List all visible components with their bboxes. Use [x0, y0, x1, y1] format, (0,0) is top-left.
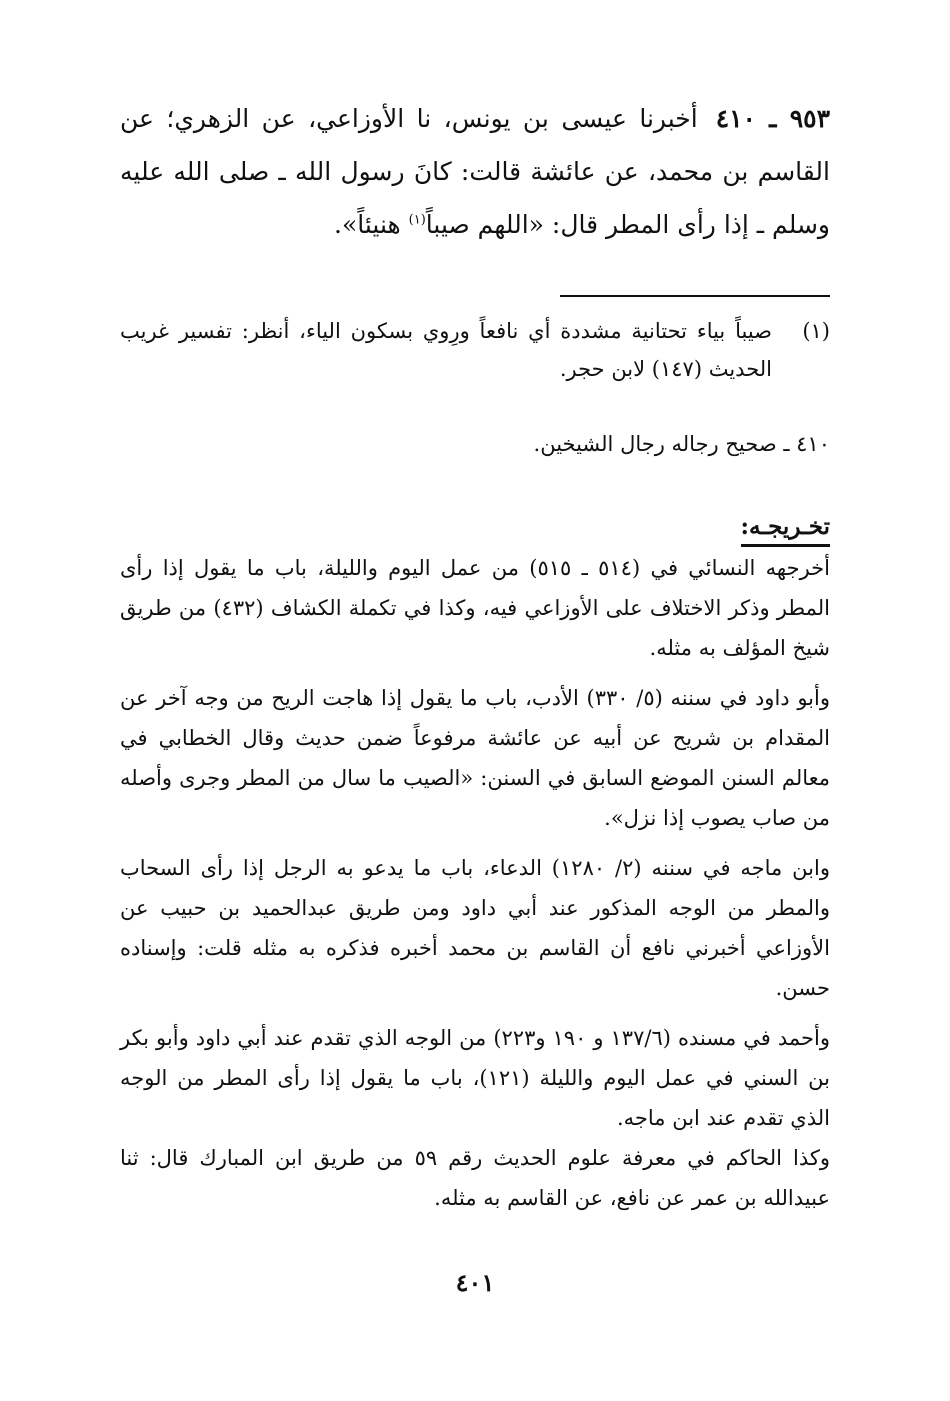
- takhrij-paragraph: وابن ماجه في سننه (٢/ ١٢٨٠) الدعاء، باب ما يدعو به الرجل إذا رأى السحاب والمطر من الوجه المذكور عند أبي داود ومن طريق عبدالحميد بن حبيب عن الأوزاعي أخبرني نافع أن القاسم بن محمد أخبره فذكره به مثله قلت: وإسناده حسن.: [120, 856, 830, 1000]
- hadith-number: ٩٥٣ ـ ٤١٠: [715, 104, 831, 133]
- hadith-body-start: أخبرنا عيسى بن يونس، نا الأوزاعي، عن الزهري؛ عن القاسم بن محمد، عن عائشة قالت: كانَ رسول الله ـ صلى الله عليه وسلم ـ إذا رأى المطر قال: «اللهم صيباً: [120, 104, 830, 239]
- hadith-grading: ٤١٠ ـ صحيح رجاله رجال الشيخين.: [533, 432, 830, 456]
- footnote-text: صيباً بياء تحتانية مشددة أي نافعاً ورِوي بسكون الياء، أنظر: تفسير غريب الحديث (١٤٧) لابن حجر.: [120, 319, 772, 381]
- takhrij-paragraph: وكذا الحاكم في معرفة علوم الحديث رقم ٥٩ من طريق ابن المبارك قال: ثنا عبيدالله بن عمر عن نافع، عن القاسم به مثله.: [120, 1146, 830, 1210]
- footnote-reference: (١): [408, 212, 426, 228]
- page-number: ٤٠١: [455, 1268, 495, 1297]
- takhrij-paragraph: وأحمد في مسنده (١٣٧/٦ و ١٩٠ و٢٢٣) من الوجه الذي تقدم عند أبي داود وأبو بكر بن السني في عمل اليوم والليلة (١٢١)، باب ما يقول إذا رأى المطر من الوجه الذي تقدم عند ابن ماجه.: [120, 1026, 830, 1130]
- footnote-divider: [560, 295, 830, 297]
- takhrij-heading: تخـريجـه:: [741, 512, 830, 547]
- hadith-text: [120, 92, 830, 251]
- hadith-body-end: هنيئاً».: [334, 210, 409, 239]
- footnote: [120, 312, 830, 388]
- takhrij-paragraph: وأبو داود في سننه (٥/ ٣٣٠) الأدب، باب ما يقول إذا هاجت الريح من وجه آخر عن المقدام بن شريح عن أبيه عن عائشة مرفوعاً ضمن حديث وقال الخطابي في معالم السنن الموضع السابق في السنن: «الصيب ما سال من المطر وجرى وأصله من صاب يصوب إذا نزل».: [120, 686, 830, 830]
- takhrij-paragraph: أخرجهه النسائي في (٥١٤ ـ ٥١٥) من عمل اليوم والليلة، باب ما يقول إذا رأى المطر وذكر الاختلاف على الأوزاعي فيه، وكذا في تكملة الكشاف (٤٣٢) من طريق شيخ المؤلف به مثله.: [120, 556, 830, 660]
- takhrij-body: [120, 548, 830, 1228]
- footnote-label: (١): [802, 319, 830, 343]
